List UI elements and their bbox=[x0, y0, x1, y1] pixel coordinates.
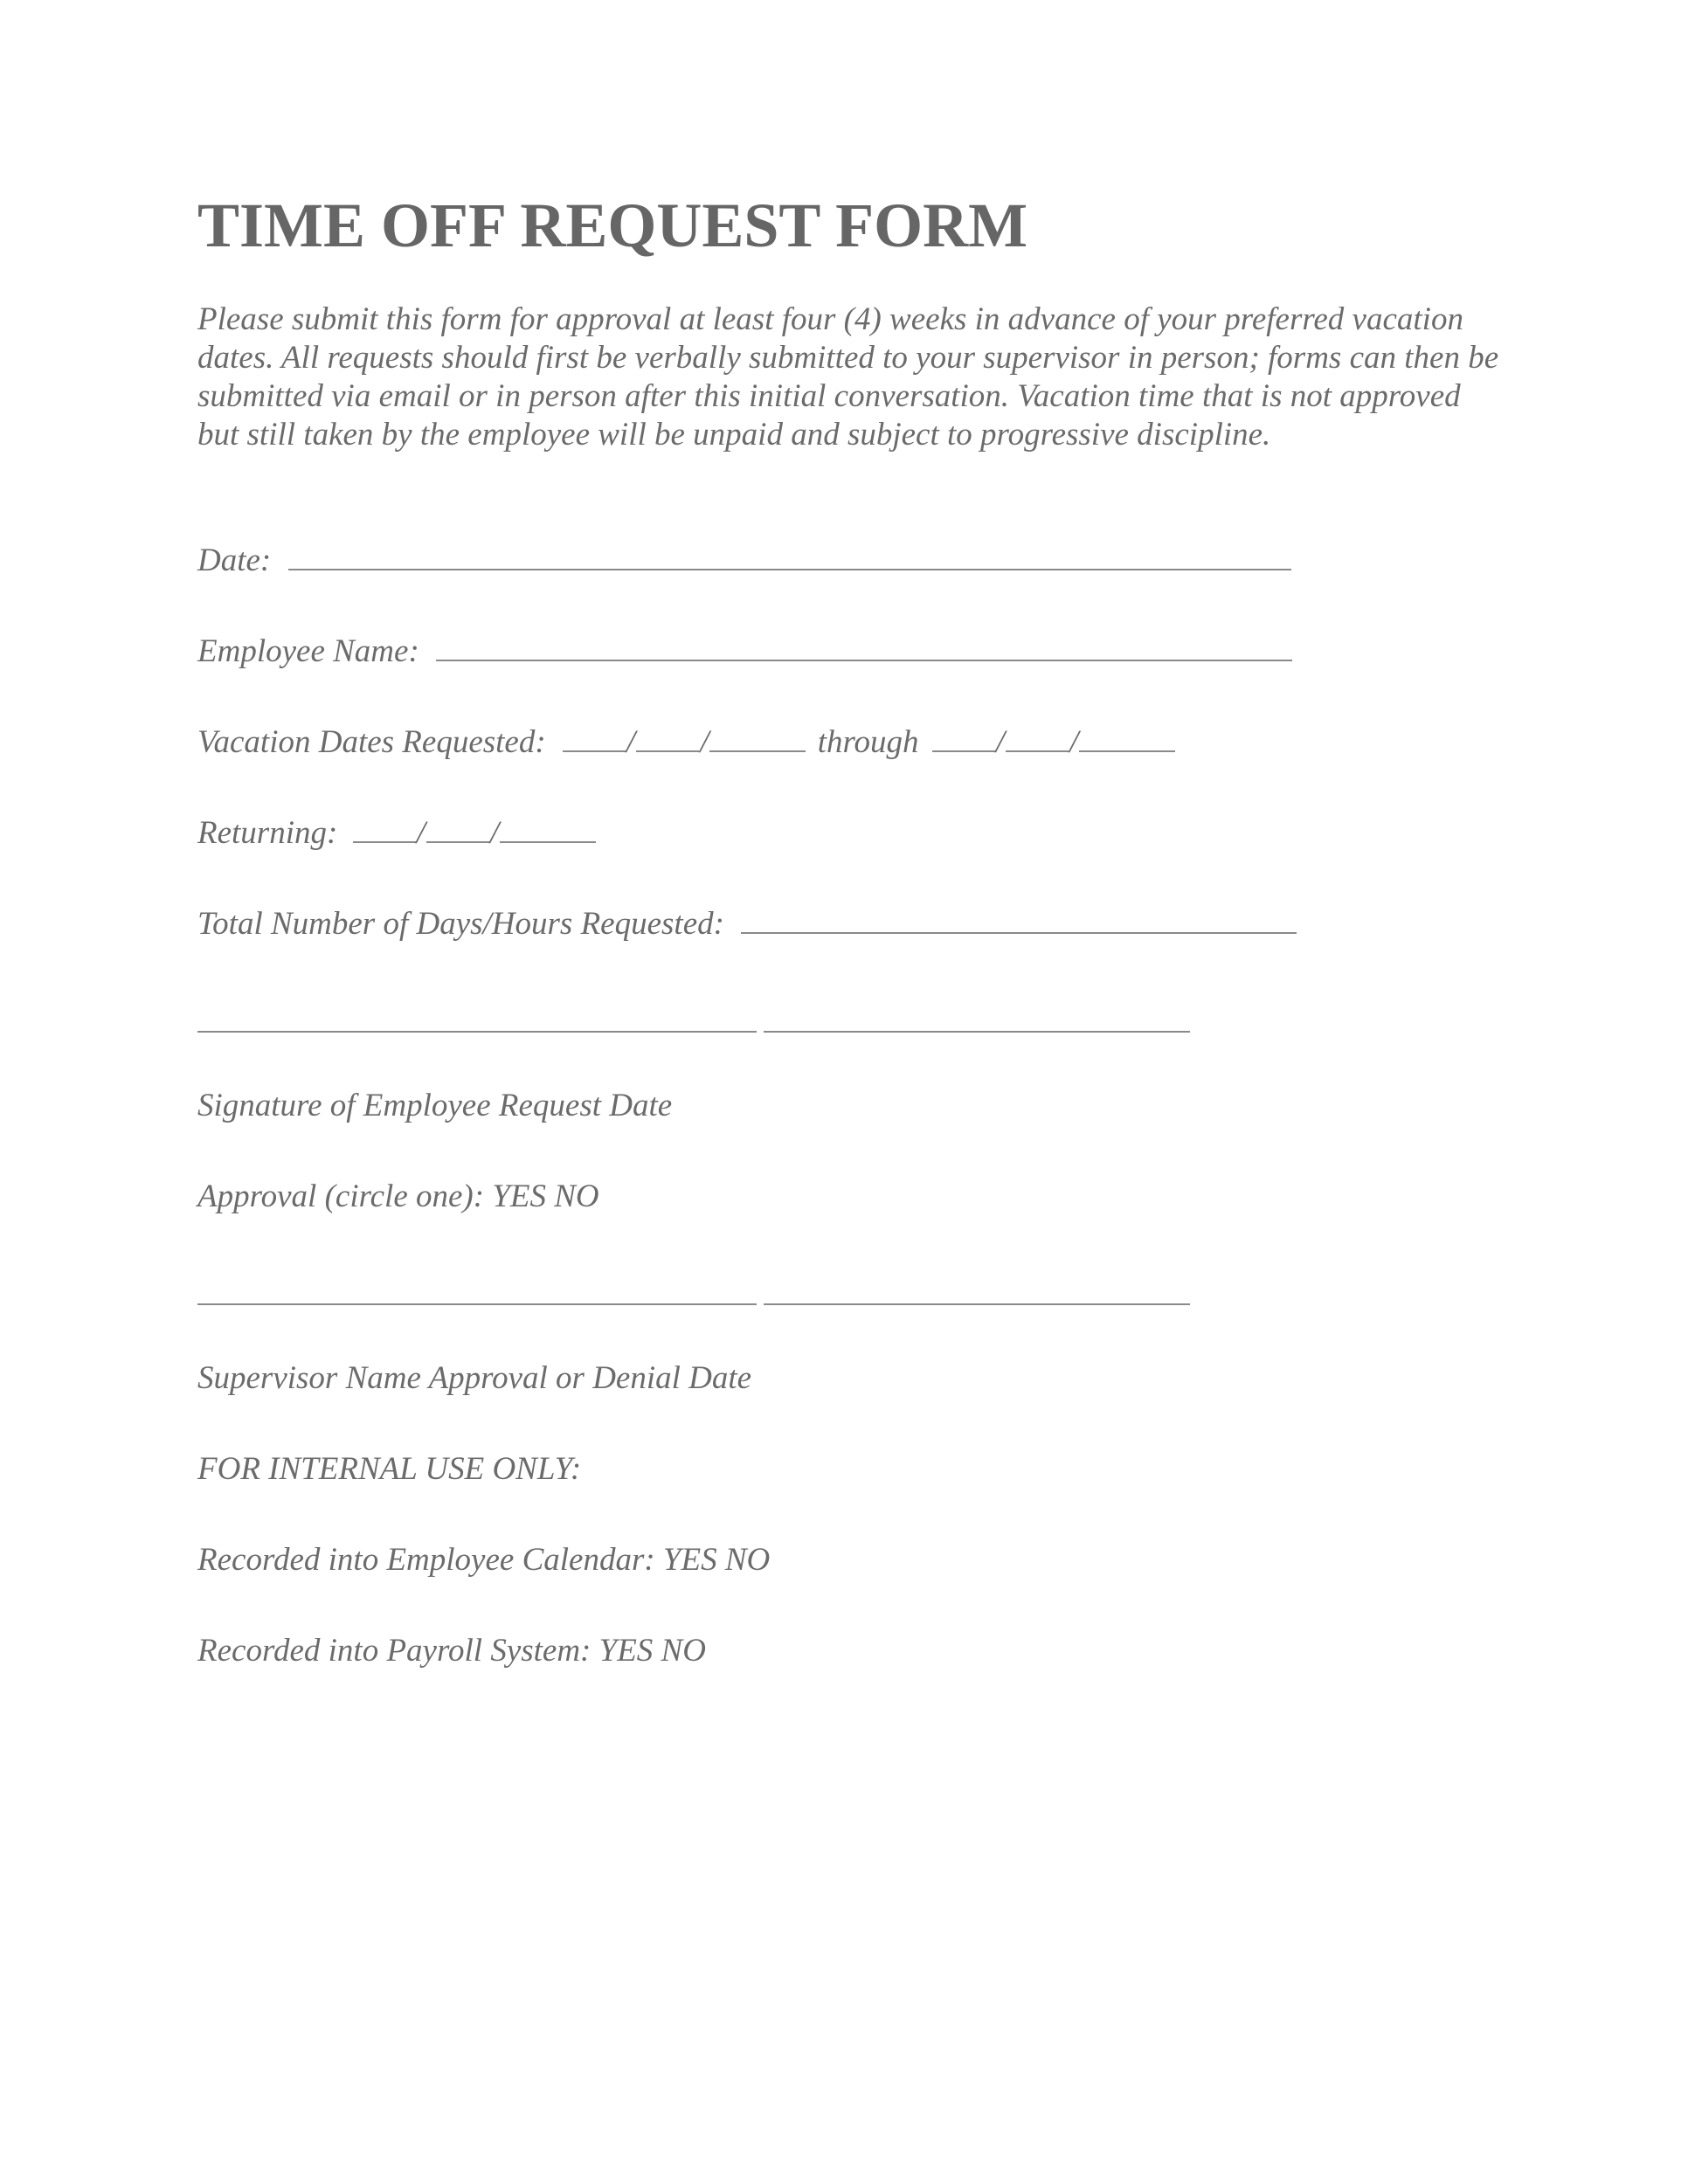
supervisor-caption: Supervisor Name Approval or Denial Date bbox=[197, 1360, 752, 1396]
vacation-dates-label: Vacation Dates Requested: bbox=[197, 724, 546, 760]
form-instructions: Please submit this form for approval at least four (4) weeks in advance of your preferred vacation dates. All requests should first be verbally submitted to your supervisor in person; forms can then be submitted via email or in person after this initial conversation. Vacation time that is not approved but still taken by the employee will be unpaid and subject to progressive discipline. bbox=[197, 301, 1499, 453]
date-label: Date: bbox=[197, 543, 272, 578]
date-separator: / bbox=[489, 815, 500, 851]
total-days-row bbox=[197, 905, 1297, 943]
request-date-line[interactable] bbox=[764, 1031, 1190, 1033]
date-separator: / bbox=[626, 724, 636, 760]
employee-signature-line[interactable] bbox=[197, 1031, 757, 1033]
total-days-label: Total Number of Days/Hours Requested: bbox=[197, 906, 724, 942]
recorded-calendar-line: Recorded into Employee Calendar: YES NO bbox=[197, 1542, 771, 1578]
return-month-field[interactable] bbox=[353, 815, 416, 843]
end-month-field[interactable] bbox=[932, 724, 995, 752]
date-field[interactable] bbox=[288, 543, 1291, 570]
returning-row bbox=[197, 814, 596, 853]
start-year-field[interactable] bbox=[709, 724, 806, 752]
supervisor-name-line[interactable] bbox=[197, 1303, 757, 1305]
end-day-field[interactable] bbox=[1006, 724, 1069, 752]
employee-name-field[interactable] bbox=[436, 633, 1292, 661]
date-separator: / bbox=[700, 724, 709, 760]
employee-name-label: Employee Name: bbox=[197, 633, 419, 669]
end-year-field[interactable] bbox=[1079, 724, 1175, 752]
through-label: through bbox=[817, 724, 919, 760]
date-separator: / bbox=[416, 815, 425, 851]
employee-signature-caption: Signature of Employee Request Date bbox=[197, 1088, 673, 1123]
approval-date-line[interactable] bbox=[764, 1303, 1190, 1305]
start-day-field[interactable] bbox=[636, 724, 699, 752]
employee-name-row bbox=[197, 632, 1292, 671]
start-month-field[interactable] bbox=[563, 724, 626, 752]
date-row bbox=[197, 542, 1291, 580]
return-year-field[interactable] bbox=[500, 815, 596, 843]
return-day-field[interactable] bbox=[426, 815, 489, 843]
vacation-dates-row bbox=[197, 723, 1175, 762]
returning-label: Returning: bbox=[197, 815, 338, 851]
approval-line: Approval (circle one): YES NO bbox=[197, 1178, 599, 1214]
recorded-payroll-line: Recorded into Payroll System: YES NO bbox=[197, 1633, 706, 1669]
date-separator: / bbox=[1069, 724, 1079, 760]
total-days-field[interactable] bbox=[741, 906, 1297, 934]
form-title: TIME OFF REQUEST FORM bbox=[197, 190, 1028, 260]
date-separator: / bbox=[995, 724, 1006, 760]
internal-use-heading: FOR INTERNAL USE ONLY: bbox=[197, 1451, 582, 1487]
